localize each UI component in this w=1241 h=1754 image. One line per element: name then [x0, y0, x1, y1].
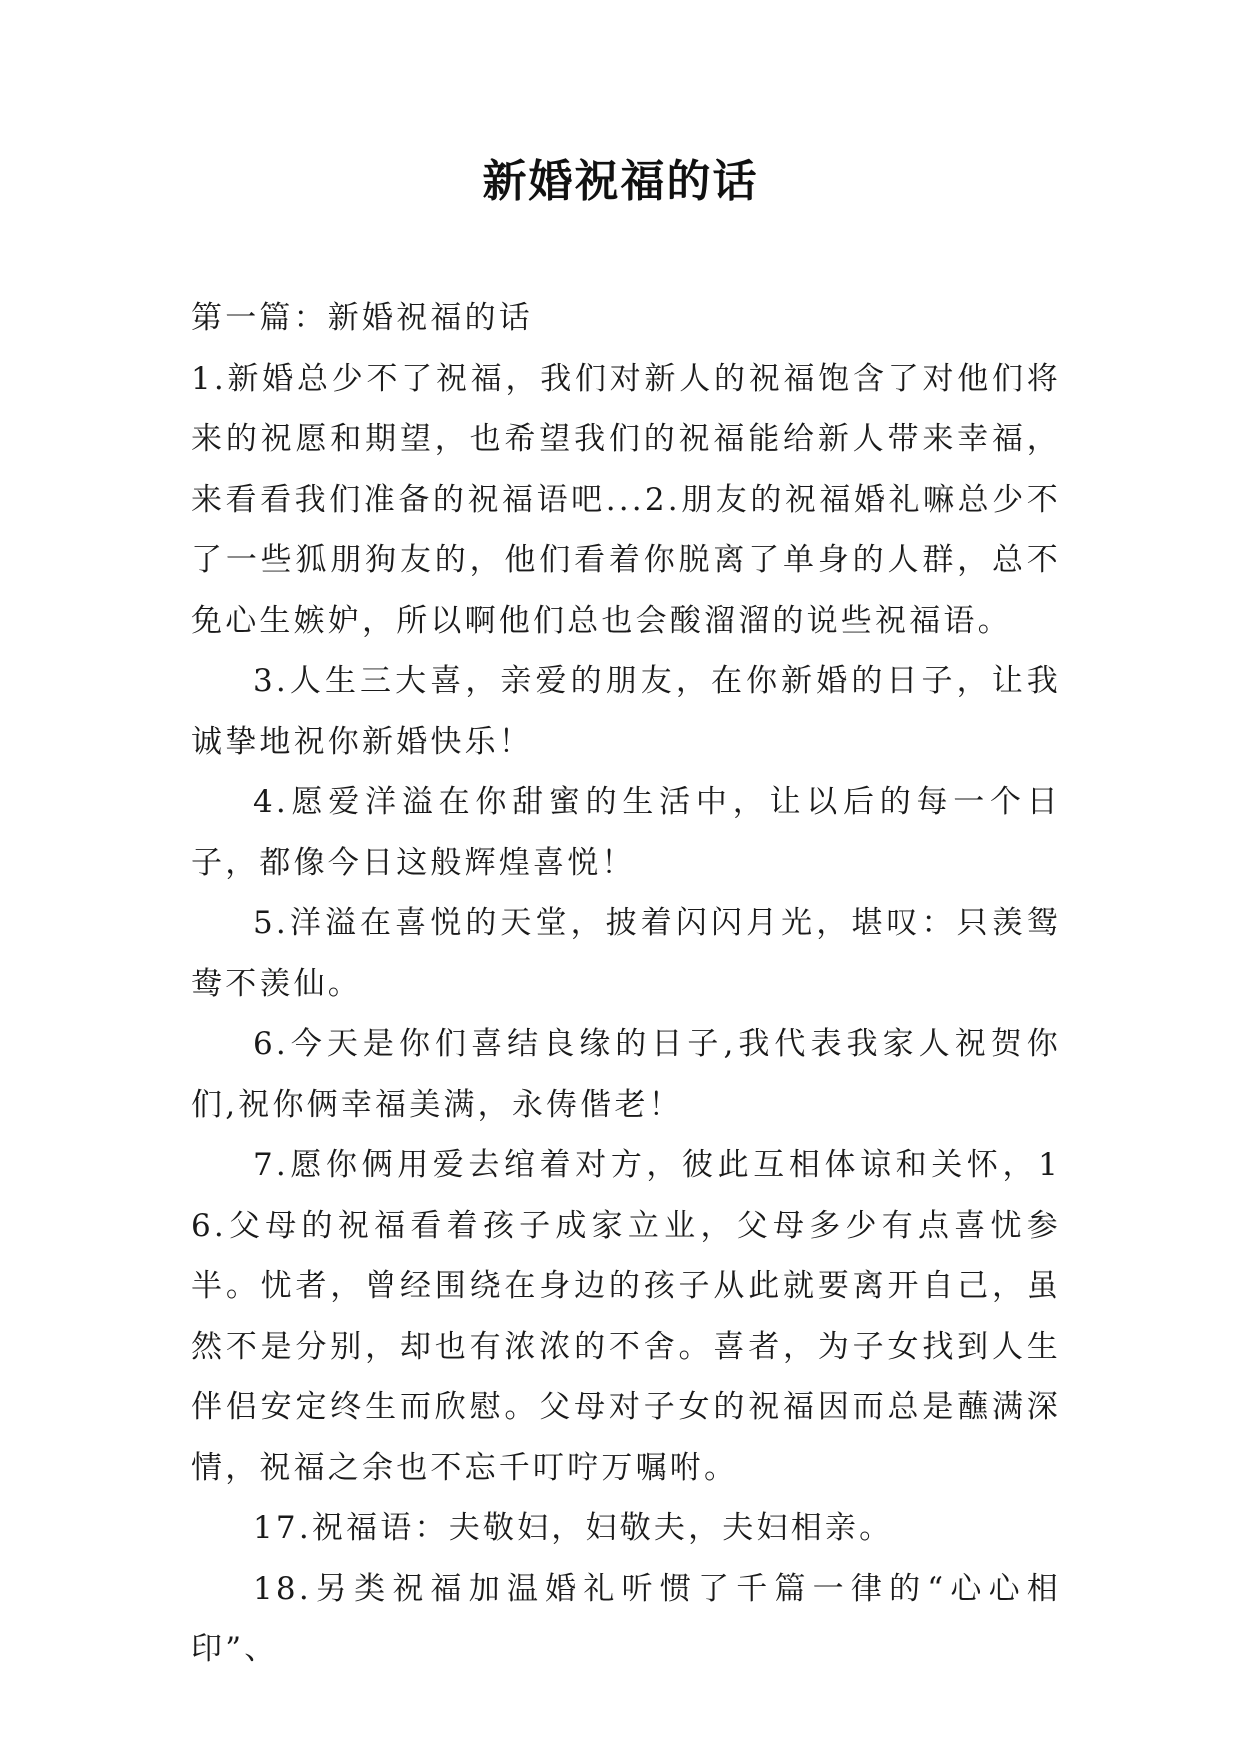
- paragraph-5: 5.洋溢在喜悦的天堂，披着闪闪月光，堪叹：只羡鸳鸯不羡仙。: [191, 905, 1061, 1002]
- paragraph-18: 18.另类祝福加温婚礼听惯了千篇一律的“心心相印”、: [191, 1570, 1061, 1667]
- paragraph-7: 7.愿你俩用爱去绾着对方，彼此互相体谅和关怀，16.父母的祝福看着孩子成家立业，父母多少有点喜忧参半。忧者，曾经围绕在身边的孩子从此就要离开自己，虽然不是分别，却也有浓浓的不舍。喜者，为子女找到人生伴侣安定终生而欣慰。父母对子女的祝福因而总是蘸满深情，祝福之余也不忘千叮咛万嘱咐。: [191, 1147, 1061, 1486]
- paragraph-17: 17.祝福语：夫敬妇，妇敬夫，夫妇相亲。: [253, 1510, 894, 1546]
- paragraph-1: 1.新婚总少不了祝福，我们对新人的祝福饱含了对他们将来的祝愿和期望，也希望我们的祝福能给新人带来幸福，来看看我们准备的祝福语吧...2.朋友的祝福婚礼嘛总少不了一些狐朋狗友的，他们看着你脱离了单身的人群，总不免心生嫉妒，所以啊他们总也会酸溜溜的说些祝福语。: [191, 360, 1061, 639]
- paragraph-6: 6.今天是你们喜结良缘的日子,我代表我家人祝贺你们,祝你俩幸福美满，永俦偕老！: [191, 1026, 1061, 1123]
- document-body: [191, 288, 1061, 1680]
- paragraph-4: 4.愿爱洋溢在你甜蜜的生活中，让以后的每一个日子，都像今日这般辉煌喜悦！: [191, 784, 1061, 881]
- section-heading: 第一篇：新婚祝福的话: [191, 300, 533, 336]
- document-title: 新婚祝福的话: [482, 156, 759, 207]
- paragraph-3: 3.人生三大喜，亲爱的朋友，在你新婚的日子，让我诚挚地祝你新婚快乐！: [191, 663, 1061, 760]
